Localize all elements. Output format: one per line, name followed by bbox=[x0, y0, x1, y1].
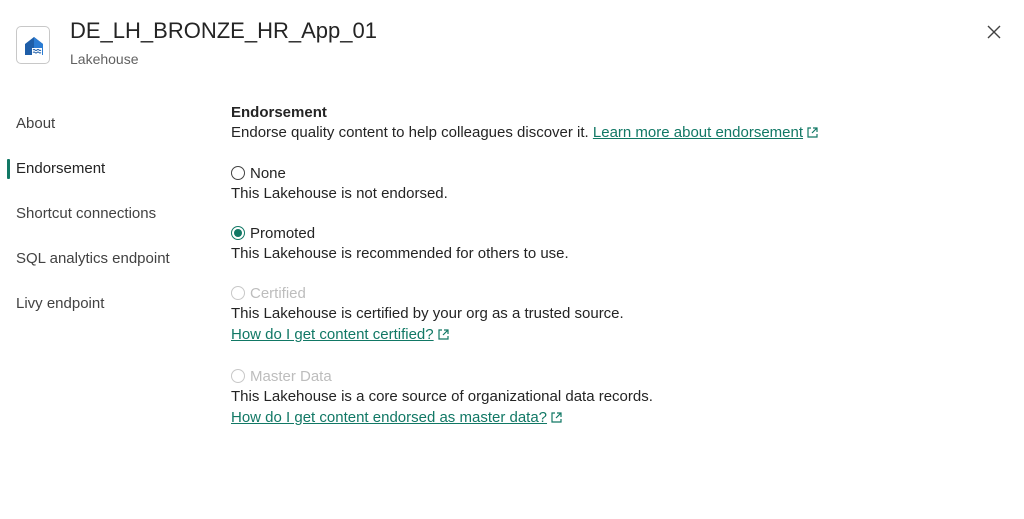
option-promoted bbox=[231, 224, 569, 264]
option-description: This Lakehouse is certified by your org as a trusted source. bbox=[231, 305, 624, 322]
radio-none[interactable] bbox=[231, 164, 448, 184]
radio-button-disabled bbox=[231, 286, 245, 300]
close-button[interactable] bbox=[982, 20, 1006, 44]
external-link-icon bbox=[437, 328, 450, 341]
radio-master-data bbox=[231, 367, 653, 387]
learn-more-link[interactable] bbox=[593, 124, 819, 141]
option-description: This Lakehouse is recommended for others to use. bbox=[231, 245, 569, 262]
sidebar-item-livy-endpoint[interactable]: Livy endpoint bbox=[16, 295, 105, 312]
radio-button-selected[interactable] bbox=[231, 226, 245, 240]
close-icon bbox=[982, 20, 1006, 44]
certified-help-link[interactable] bbox=[231, 326, 450, 343]
section-description-text: Endorse quality content to help colleagues discover it. bbox=[231, 124, 589, 141]
radio-button[interactable] bbox=[231, 166, 245, 180]
sidebar-item-endorsement[interactable]: Endorsement bbox=[0, 153, 210, 198]
external-link-icon bbox=[550, 411, 563, 424]
option-none bbox=[231, 164, 448, 204]
radio-button-disabled bbox=[231, 369, 245, 383]
section-title: Endorsement bbox=[231, 104, 327, 121]
sidebar-item-sql-analytics-endpoint[interactable]: SQL analytics endpoint bbox=[16, 250, 170, 267]
option-label: None bbox=[250, 165, 286, 182]
settings-sidebar bbox=[0, 108, 210, 333]
certified-help-link-text: How do I get content certified? bbox=[231, 326, 434, 343]
option-description: This Lakehouse is a core source of organizational data records. bbox=[231, 388, 653, 405]
option-label: Certified bbox=[250, 285, 306, 302]
external-link-icon bbox=[806, 126, 819, 139]
option-label: Master Data bbox=[250, 368, 332, 385]
sidebar-item-shortcut-connections[interactable]: Shortcut connections bbox=[16, 205, 157, 222]
option-certified bbox=[231, 284, 624, 346]
lakehouse-icon bbox=[16, 26, 50, 64]
radio-certified bbox=[231, 284, 624, 304]
section-description bbox=[231, 123, 1011, 143]
option-description: This Lakehouse is not endorsed. bbox=[231, 185, 448, 202]
item-type-label: Lakehouse bbox=[70, 51, 139, 67]
option-master-data bbox=[231, 367, 653, 429]
master-data-help-link[interactable] bbox=[231, 409, 563, 426]
learn-more-link-text: Learn more about endorsement bbox=[592, 124, 804, 141]
radio-promoted[interactable] bbox=[231, 224, 569, 244]
option-label: Promoted bbox=[250, 225, 316, 242]
sidebar-item-about[interactable]: About bbox=[16, 115, 56, 132]
master-data-help-link-text: How do I get content endorsed as master data? bbox=[231, 409, 548, 426]
endorsement-panel bbox=[231, 103, 1011, 426]
page-title: DE_LH_BRONZE_HR_App_01 bbox=[70, 18, 377, 43]
